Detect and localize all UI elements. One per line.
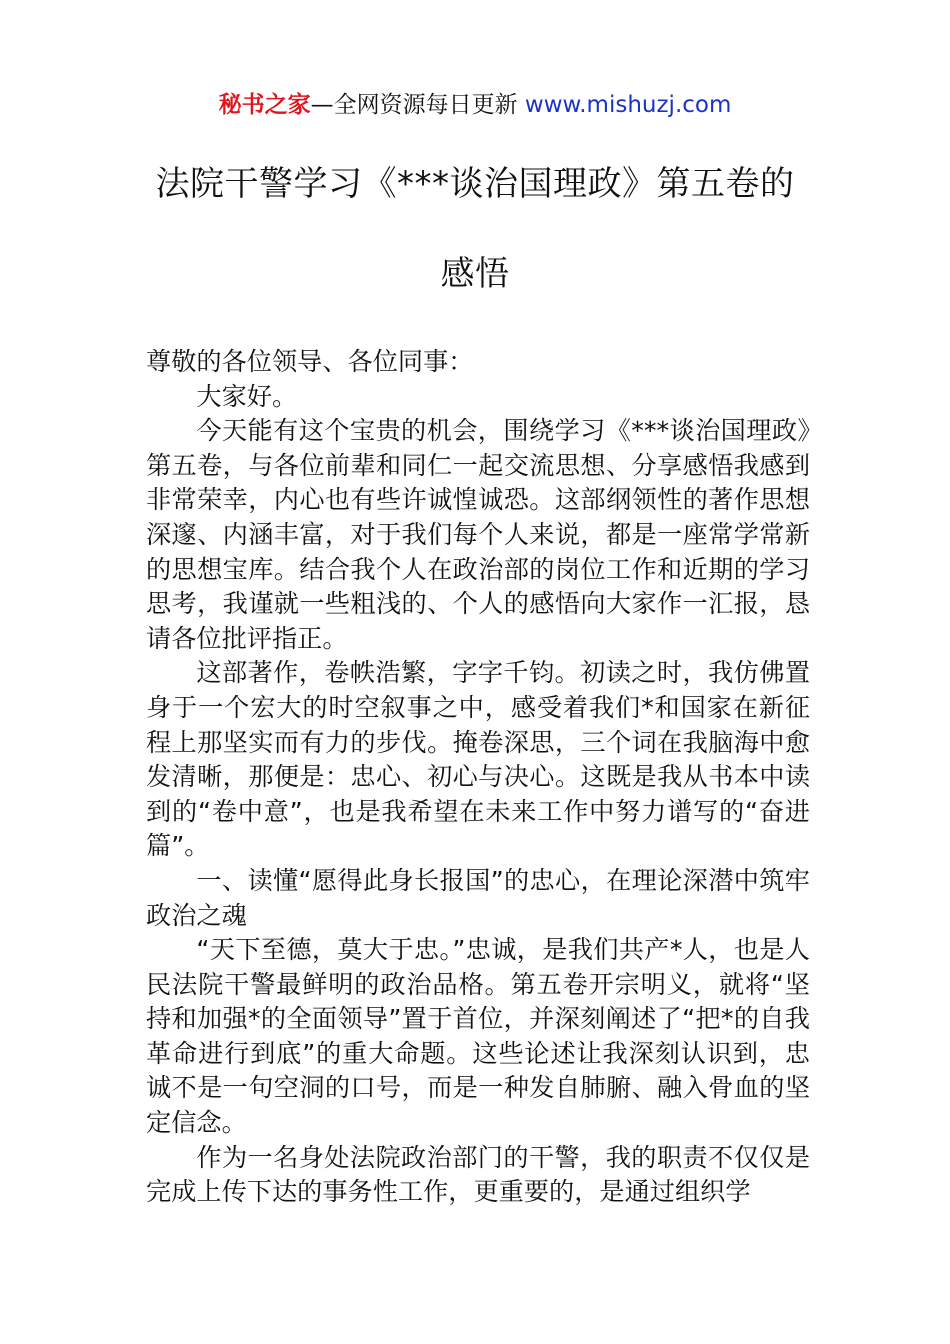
site-brand: 秘书之家 [218, 92, 311, 118]
paragraph-role: 作为一名身处法院政治部门的干警，我的职责不仅仅是完成上传下达的事务性工作，更重要的，是通过组织学 [146, 1142, 810, 1207]
paragraph-overview: 这部著作，卷帙浩繁，字字千钧。初读之时，我仿佛置身于一个宏大的时空叙事之中，感受着我们*和国家在新征程上那坚实而有力的步伐。掩卷深思，三个词在我脑海中愈发清晰，那便是：忠心、初心与决心。这既是我从书本中读到的“卷中意”，也是我希望在未来工作中努力谱写的“奋进篇”。 [146, 658, 810, 861]
site-url-link[interactable]: www.mishuzj.com [524, 92, 732, 118]
site-tagline: —全网资源每日更新 [310, 92, 525, 118]
document-body [146, 345, 810, 1210]
title-line-2: 感悟 [440, 254, 510, 294]
paragraph-loyalty: “天下至德，莫大于忠。”忠诚，是我们共产*人，也是人民法院干警最鲜明的政治品格。第五卷开宗明义，就将“坚持和加强*的全面领导”置于首位，并深刻阐述了“把*的自我革命进行到底”的重大命题。这些论述让我深刻认识到，忠诚不是一句空洞的口号，而是一种发自肺腑、融入骨血的坚定信念。 [146, 935, 810, 1138]
paragraph-greeting: 大家好。 [196, 381, 298, 411]
title-line-1: 法院干警学习《***谈治国理政》第五卷的 [155, 164, 795, 204]
document-title [100, 160, 850, 298]
paragraph-intro: 今天能有这个宝贵的机会，围绕学习《***谈治国理政》第五卷，与各位前辈和同仁一起交流思想、分享感悟我感到非常荣幸，内心也有些许诚惶诚恐。这部纲领性的著作思想深邃、内涵丰富，对于我们每个人来说，都是一座常学常新的思想宝库。结合我个人在政治部的岗位工作和近期的学习思考，我谨就一些粗浅的、个人的感悟向大家作一汇报，恳请各位批评指正。 [146, 416, 810, 653]
section-heading-1: 一、读懂“愿得此身长报国”的忠心，在理论深潜中筑牢政治之魂 [146, 865, 810, 930]
site-header [0, 88, 950, 122]
salutation: 尊敬的各位领导、各位同事： [146, 347, 474, 376]
